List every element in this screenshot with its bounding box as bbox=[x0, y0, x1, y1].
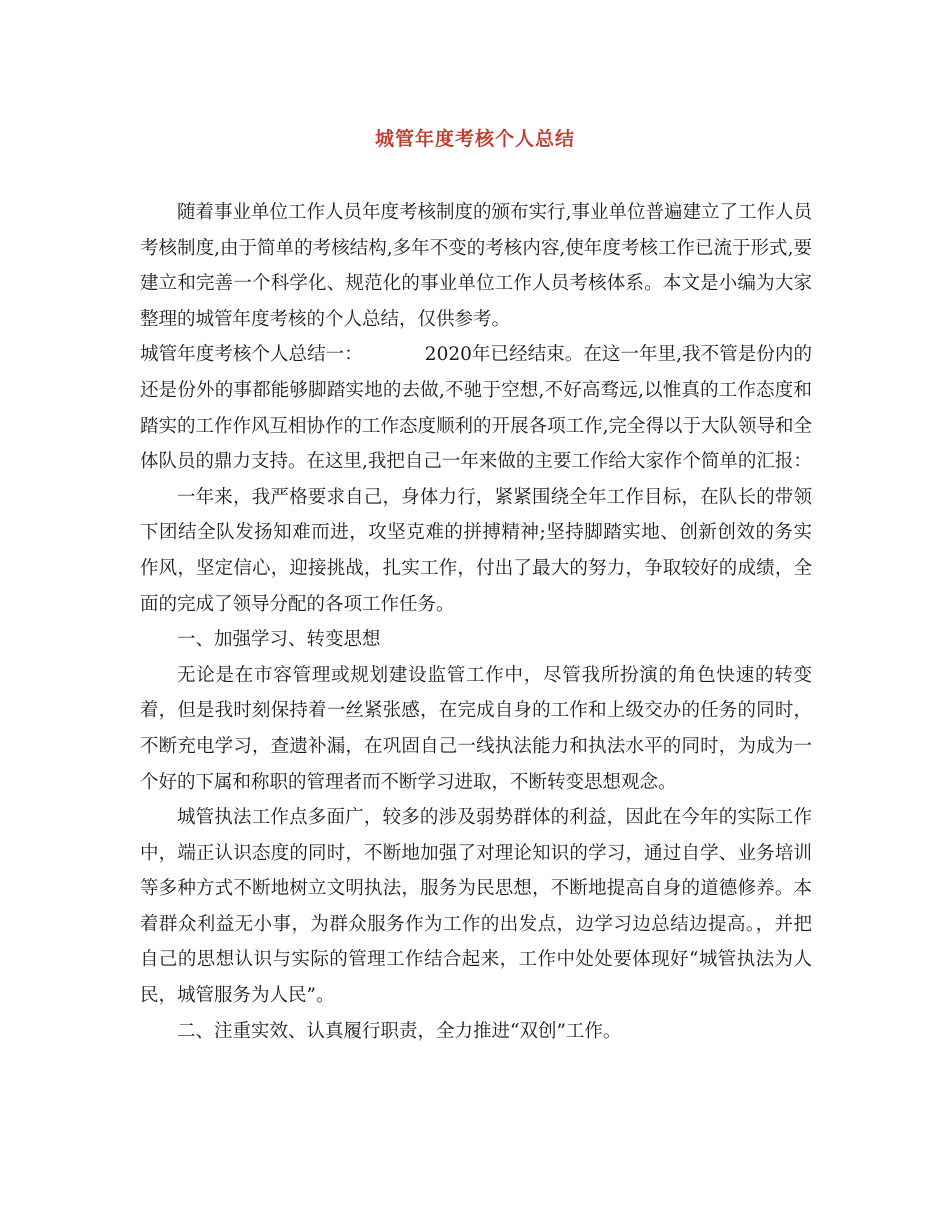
section1-paragraph-1: 无论是在市容管理或规划建设监管工作中，尽管我所扮演的角色快速的转变着，但是我时刻保持着一丝紧张感，在完成自身的工作和上级交办的任务的同时，不断充电学习，查遗补漏，在巩固自己一线执法能力和执法水平的同时，为成为一个好的下属和称职的管理者而不断学习进取，不断转变思想观念。 bbox=[140, 664, 812, 793]
section1-heading: 一、加强学习、转变思想 bbox=[177, 629, 381, 651]
section2-heading: 二、注重实效、认真履行职责，全力推进“双创”工作。 bbox=[177, 1020, 622, 1042]
summary-paragraph bbox=[140, 337, 812, 479]
section1-paragraph-2: 城管执法工作点多面广，较多的涉及弱势群体的利益，因此在今年的实际工作中，端正认识态度的同时，不断地加强了对理论知识的学习，通过自学、业务培训等多种方式不断地树立文明执法，服务为民思想，不断地提高自身的道德修养。本着群众利益无小事，为群众服务作为工作的出发点，边学习边总结边提高。，并把自己的思想认识与实际的管理工作结合起来，工作中处处要体现好“城管执法为人民，城管服务为人民”。 bbox=[140, 807, 812, 1007]
intro-paragraph: 随着事业单位工作人员年度考核制度的颁布实行,事业单位普遍建立了工作人员考核制度,由于简单的考核结构,多年不变的考核内容,使年度考核工作已流于形式,要建立和完善一个科学化、规范化的事业单位工作人员考核体系。本文是小编为大家整理的城管年度考核的个人总结，仅供参考。 bbox=[140, 202, 812, 330]
overview-paragraph: 一年来，我严格要求自己，身体力行，紧紧围绕全年工作目标，在队长的带领下团结全队发扬知难而进，攻坚克难的拼搏精神;坚持脚踏实地、创新创效的务实作风，坚定信心，迎接挑战，扎实工作，付出了最大的努力，争取较好的成绩，全面的完成了领导分配的各项工作任务。 bbox=[140, 486, 812, 615]
summary-text: 2020年已经结束。在这一年里,我不管是份内的还是份外的事都能够脚踏实地的去做,不驰于空想,不好高骛远,以惟真的工作态度和踏实的工作作风互相协作的工作态度顺利的开展各项工作,完全得以于大队领导和全体队员的鼎力支持。在这里,我把自己一年来做的主要工作给大家作个简单的汇报： bbox=[140, 344, 812, 473]
summary-heading: 城管年度考核个人总结一： bbox=[140, 344, 363, 366]
document-title: 城管年度考核个人总结 bbox=[374, 128, 575, 150]
document-body bbox=[140, 195, 812, 1049]
